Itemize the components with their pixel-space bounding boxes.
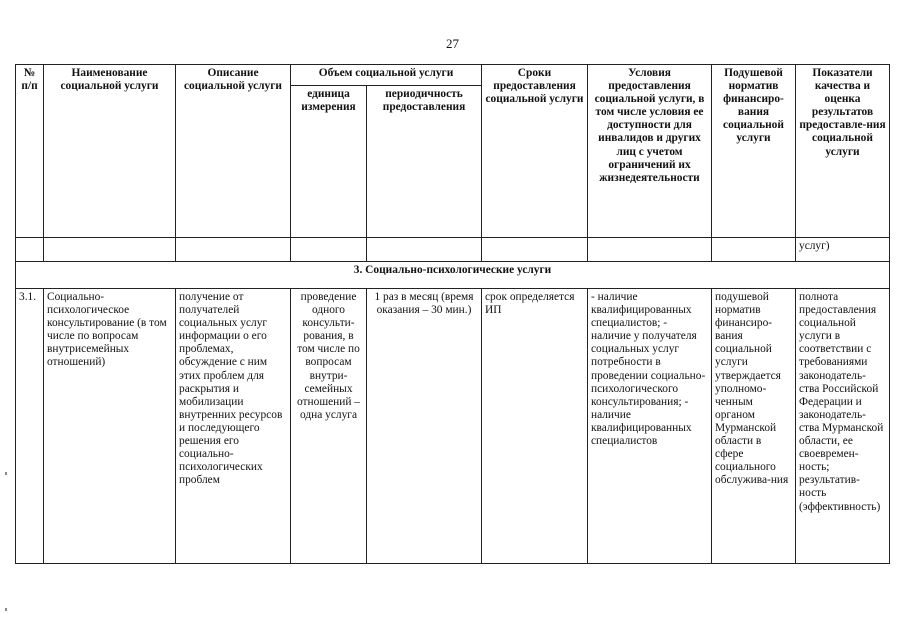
row-periodicity: 1 раз в месяц (время оказания – 30 мин.) bbox=[367, 289, 482, 564]
header-conditions: Условия предоставления социальной услуги, в том числе условия ее доступности для инвалидов и других лиц с учетом ограничений их жизнедеятельности bbox=[588, 65, 712, 238]
carryover-indicators: услуг) bbox=[796, 238, 890, 262]
header-name: Наименование социальной услуги bbox=[44, 65, 176, 238]
row-terms: срок определяется ИП bbox=[482, 289, 588, 564]
row-indicators: полнота предоставления социальной услуги в соответствии с требованиями законодатель-ства Российской Федерации и законодатель-ства Мурманской области, ее своевремен-ность; результатив-ность (эффективность) bbox=[796, 289, 890, 564]
header-num: № п/п bbox=[16, 65, 44, 238]
header-row bbox=[16, 65, 890, 86]
row-name: Социально-психологическое консультирование (в том числе по вопросам внутрисемейных отношений) bbox=[44, 289, 176, 564]
header-unit: единица измерения bbox=[291, 86, 367, 238]
section-row bbox=[16, 262, 890, 289]
row-description: получение от получателей социальных услуг информации о его проблемах, обсуждение с ним этих проблем для раскрытия и мобилизации внутренних ресурсов и последующего решения его социально-психологических проблем bbox=[176, 289, 291, 564]
services-table bbox=[15, 64, 890, 564]
row-norm: подушевой норматив финансиро-вания социальной услуги утверждается уполномо-ченным органом Мурманской области в сфере социального обслужива-ния bbox=[712, 289, 796, 564]
header-indicators: Показатели качества и оценка результатов предоставле-ния социальной услуги bbox=[796, 65, 890, 238]
header-norm: Подушевой норматив финансиро-вания социальной услуги bbox=[712, 65, 796, 238]
header-volume-group: Объем социальной услуги bbox=[291, 65, 482, 86]
header-description: Описание социальной услуги bbox=[176, 65, 291, 238]
scan-mark bbox=[5, 608, 7, 611]
row-conditions: - наличие квалифицированных специалистов; - наличие у получателя социальных услуг потребности в проведении социально-психологического консультирования; - наличие квалифицированных специалистов bbox=[588, 289, 712, 564]
section-title: 3. Социально-психологические услуги bbox=[16, 262, 890, 289]
page-number: 27 bbox=[446, 36, 459, 51]
row-num: 3.1. bbox=[16, 289, 44, 564]
header-periodicity: периодичность предоставления bbox=[367, 86, 482, 238]
row-unit: проведение одного консульти-рования, в том числе по вопросам внутри-семейных отношений – одна услуга bbox=[291, 289, 367, 564]
table-row bbox=[16, 289, 890, 564]
scan-mark bbox=[5, 472, 7, 475]
header-terms: Сроки предоставления социальной услуги bbox=[482, 65, 588, 238]
carryover-row bbox=[16, 238, 890, 262]
